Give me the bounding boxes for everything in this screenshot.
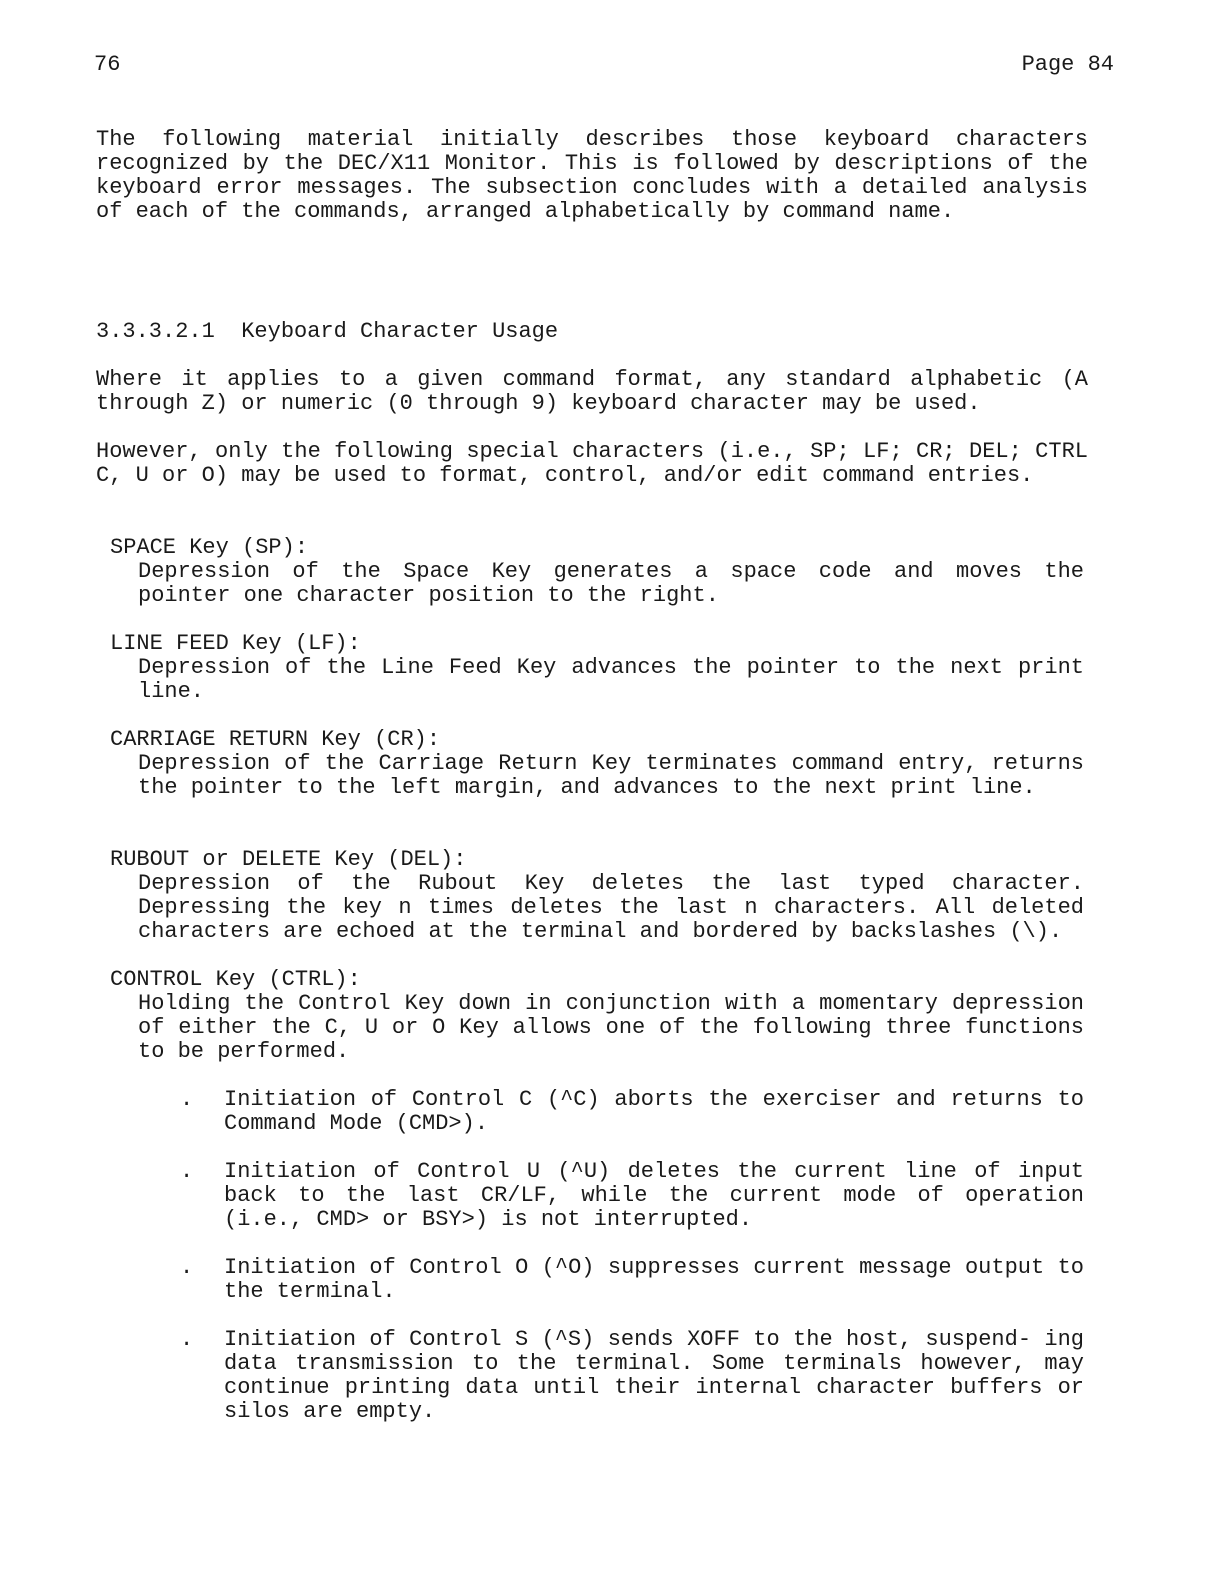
control-key-title: CONTROL Key (CTRL):	[110, 967, 361, 992]
line-feed-key-title: LINE FEED Key (LF):	[110, 631, 361, 656]
bullet-text: Initiation of Control U (^U) deletes the current line of input back to the last CR/LF, while the current mode of operation (i.e., CMD> or BSY>) is not interrupted.	[224, 1159, 1084, 1232]
page-header	[94, 52, 1114, 82]
bullet-mark: .	[180, 1087, 194, 1112]
bullet-mark: .	[180, 1327, 194, 1352]
carriage-return-key-title: CARRIAGE RETURN Key (CR):	[110, 727, 441, 752]
bullet-text: Initiation of Control S (^S) sends XOFF to the host, suspend- ing data transmission to the terminal. Some terminals however, may continue printing data until their internal character buffers or silos are empty.	[224, 1327, 1084, 1424]
space-key-title: SPACE Key (SP):	[110, 535, 309, 560]
line-feed-key-description: Depression of the Line Feed Key advances the pointer to the next print line.	[138, 655, 1084, 704]
bullet-mark: .	[180, 1159, 194, 1184]
bullet-text: Initiation of Control C (^C) aborts the exerciser and returns to Command Mode (CMD>).	[224, 1087, 1084, 1136]
delete-key-title: RUBOUT or DELETE Key (DEL):	[110, 847, 467, 872]
header-number: 76	[94, 52, 121, 77]
bullet-mark: .	[180, 1255, 194, 1280]
page-number: Page 84	[1021, 52, 1114, 77]
carriage-return-key-description: Depression of the Carriage Return Key terminates command entry, returns the pointer to the left margin, and advances to the next print line.	[138, 751, 1084, 800]
special-characters-paragraph: However, only the following special characters (i.e., SP; LF; CR; DEL; CTRL C, U or O) may be used to format, control, and/or edit command entries.	[96, 439, 1088, 488]
alphanumeric-paragraph: Where it applies to a given command format, any standard alphabetic (A through Z) or numeric (0 through 9) keyboard character may be used.	[96, 367, 1088, 416]
section-heading: 3.3.3.2.1 Keyboard Character Usage	[96, 319, 559, 344]
space-key-description: Depression of the Space Key generates a space code and moves the pointer one character position to the right.	[138, 559, 1084, 608]
delete-key-description: Depression of the Rubout Key deletes the last typed character. Depressing the key n times deletes the last n characters. All deleted characters are echoed at the terminal and bordered by backslashes (\).	[138, 871, 1084, 944]
control-key-description: Holding the Control Key down in conjunction with a momentary depression of either the C, U or O Key allows one of the following three functions to be performed.	[138, 991, 1084, 1064]
intro-paragraph: The following material initially describes those keyboard characters recognized by the DEC/X11 Monitor. This is followed by descriptions of the keyboard error messages. The subsection concludes with a detailed analysis of each of the commands, arranged alphabetically by command name.	[96, 127, 1088, 224]
bullet-text: Initiation of Control O (^O) suppresses current message output to the terminal.	[224, 1255, 1084, 1304]
